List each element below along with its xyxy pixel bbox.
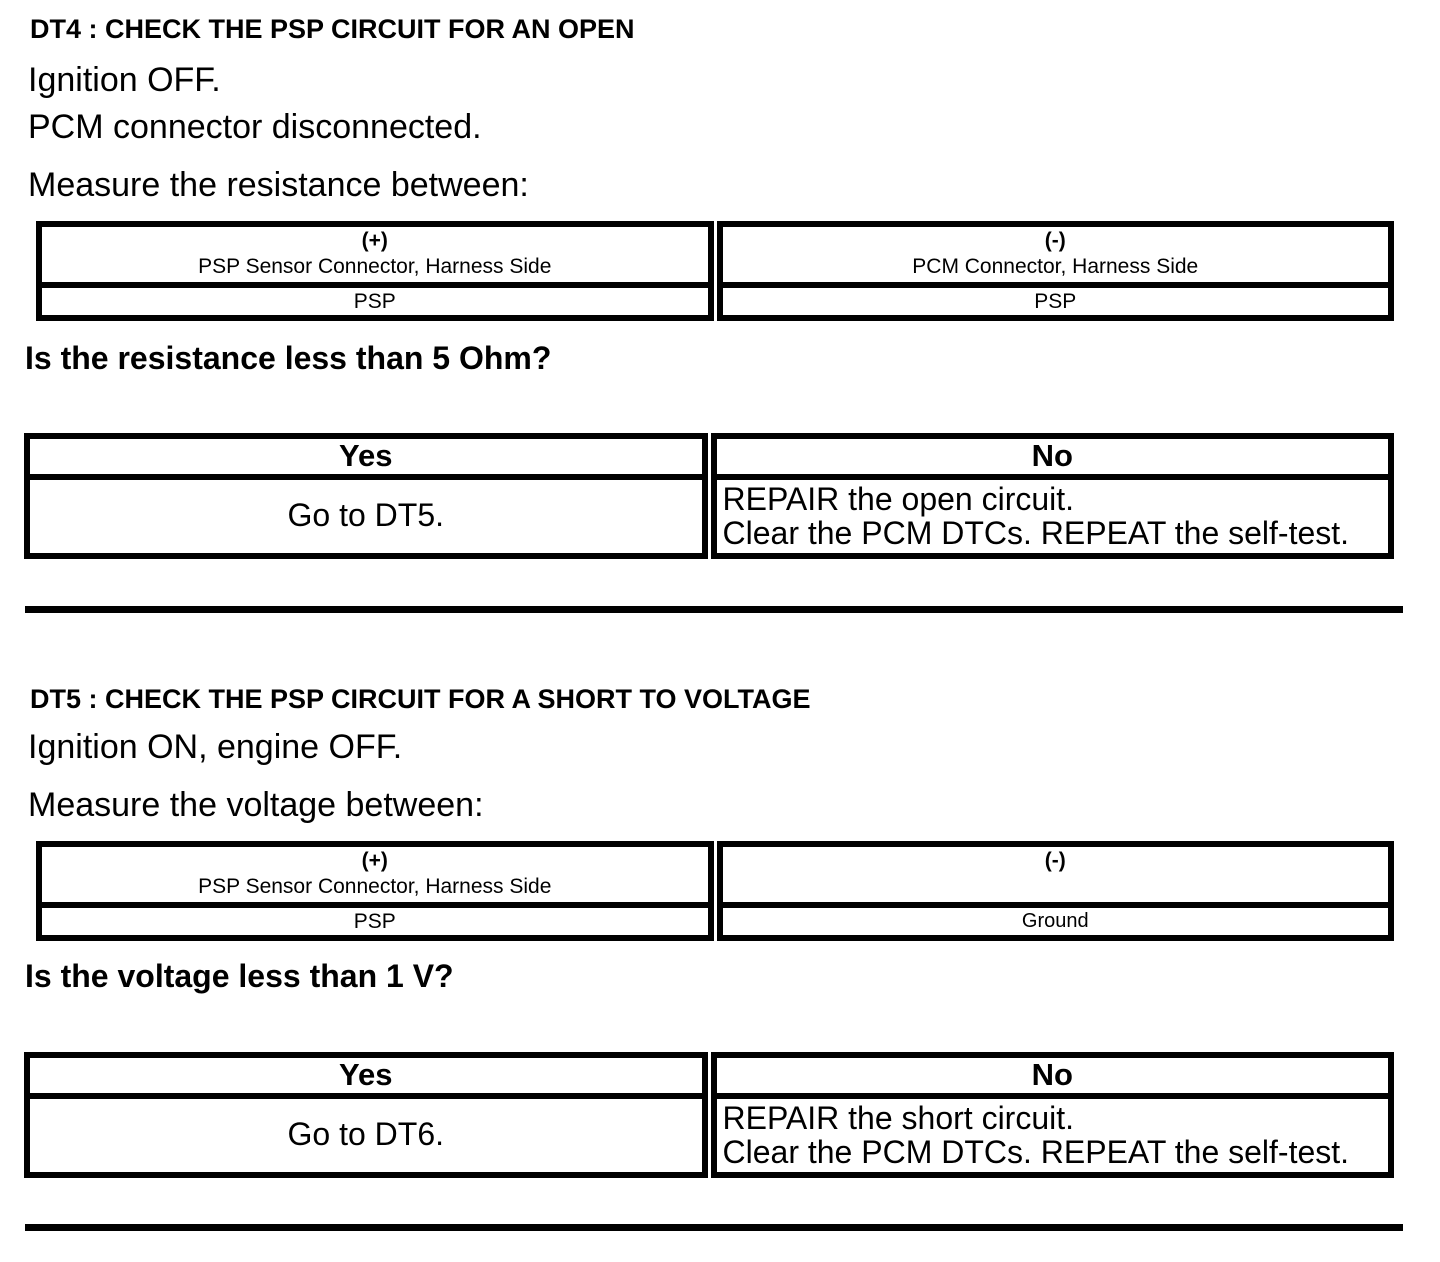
no-action-line: Clear the PCM DTCs. REPEAT the self-test. [722, 1134, 1350, 1170]
section-divider [25, 1224, 1403, 1231]
section-dt4 [0, 14, 1440, 613]
no-header: No [717, 1058, 1389, 1099]
step-line: Ignition ON, engine OFF. [28, 728, 403, 766]
step-line: Measure the resistance between: [28, 166, 529, 204]
measurement-positive-column [36, 841, 714, 941]
decision-table [24, 433, 1394, 559]
measurement-header-cell [42, 227, 708, 288]
no-header: No [717, 439, 1389, 480]
section-divider [25, 606, 1403, 613]
yes-header: Yes [30, 439, 702, 480]
polarity-label: (+) [361, 849, 388, 872]
pin-cell: PSP [353, 910, 396, 933]
connector-label: PSP Sensor Connector, Harness Side [198, 875, 552, 898]
measurement-header-cell [723, 227, 1389, 288]
connector-label: PSP Sensor Connector, Harness Side [198, 255, 552, 278]
decision-table [24, 1052, 1394, 1178]
question-text: Is the resistance less than 5 Ohm? [25, 340, 552, 376]
pin-cell: PSP [353, 290, 396, 313]
polarity-label: (-) [1044, 229, 1066, 252]
polarity-label: (-) [1044, 849, 1066, 872]
step-line: PCM connector disconnected. [28, 108, 482, 146]
measurement-table [36, 221, 1394, 321]
step-line: Measure the voltage between: [28, 786, 484, 824]
section-heading: DT4 : CHECK THE PSP CIRCUIT FOR AN OPEN [30, 14, 635, 44]
no-action-line: REPAIR the open circuit. [722, 481, 1075, 517]
step-line: Ignition OFF. [28, 61, 221, 99]
yes-action-cell: Go to DT5. [287, 497, 444, 533]
pin-cell: PSP [1034, 290, 1077, 313]
no-action-cell [717, 480, 1389, 553]
measurement-table [36, 841, 1394, 941]
decision-yes-column [24, 433, 708, 559]
measurement-header-cell [42, 847, 708, 908]
pin-cell: Ground [1021, 910, 1089, 932]
question-text: Is the voltage less than 1 V? [25, 958, 454, 994]
decision-no-column [711, 433, 1395, 559]
yes-header: Yes [30, 1058, 702, 1099]
connector-label: PCM Connector, Harness Side [912, 255, 1199, 278]
yes-action-cell: Go to DT6. [287, 1116, 444, 1152]
no-action-cell [717, 1099, 1389, 1172]
section-heading: DT5 : CHECK THE PSP CIRCUIT FOR A SHORT TO VOLTAGE [30, 684, 811, 714]
decision-yes-column [24, 1052, 708, 1178]
measurement-header-cell [723, 847, 1389, 908]
section-dt5 [0, 684, 1440, 1231]
no-action-line: REPAIR the short circuit. [722, 1100, 1075, 1136]
measurement-negative-column [717, 841, 1395, 941]
measurement-negative-column [717, 221, 1395, 321]
measurement-positive-column [36, 221, 714, 321]
decision-no-column [711, 1052, 1395, 1178]
no-action-line: Clear the PCM DTCs. REPEAT the self-test. [722, 515, 1350, 551]
polarity-label: (+) [361, 229, 388, 252]
